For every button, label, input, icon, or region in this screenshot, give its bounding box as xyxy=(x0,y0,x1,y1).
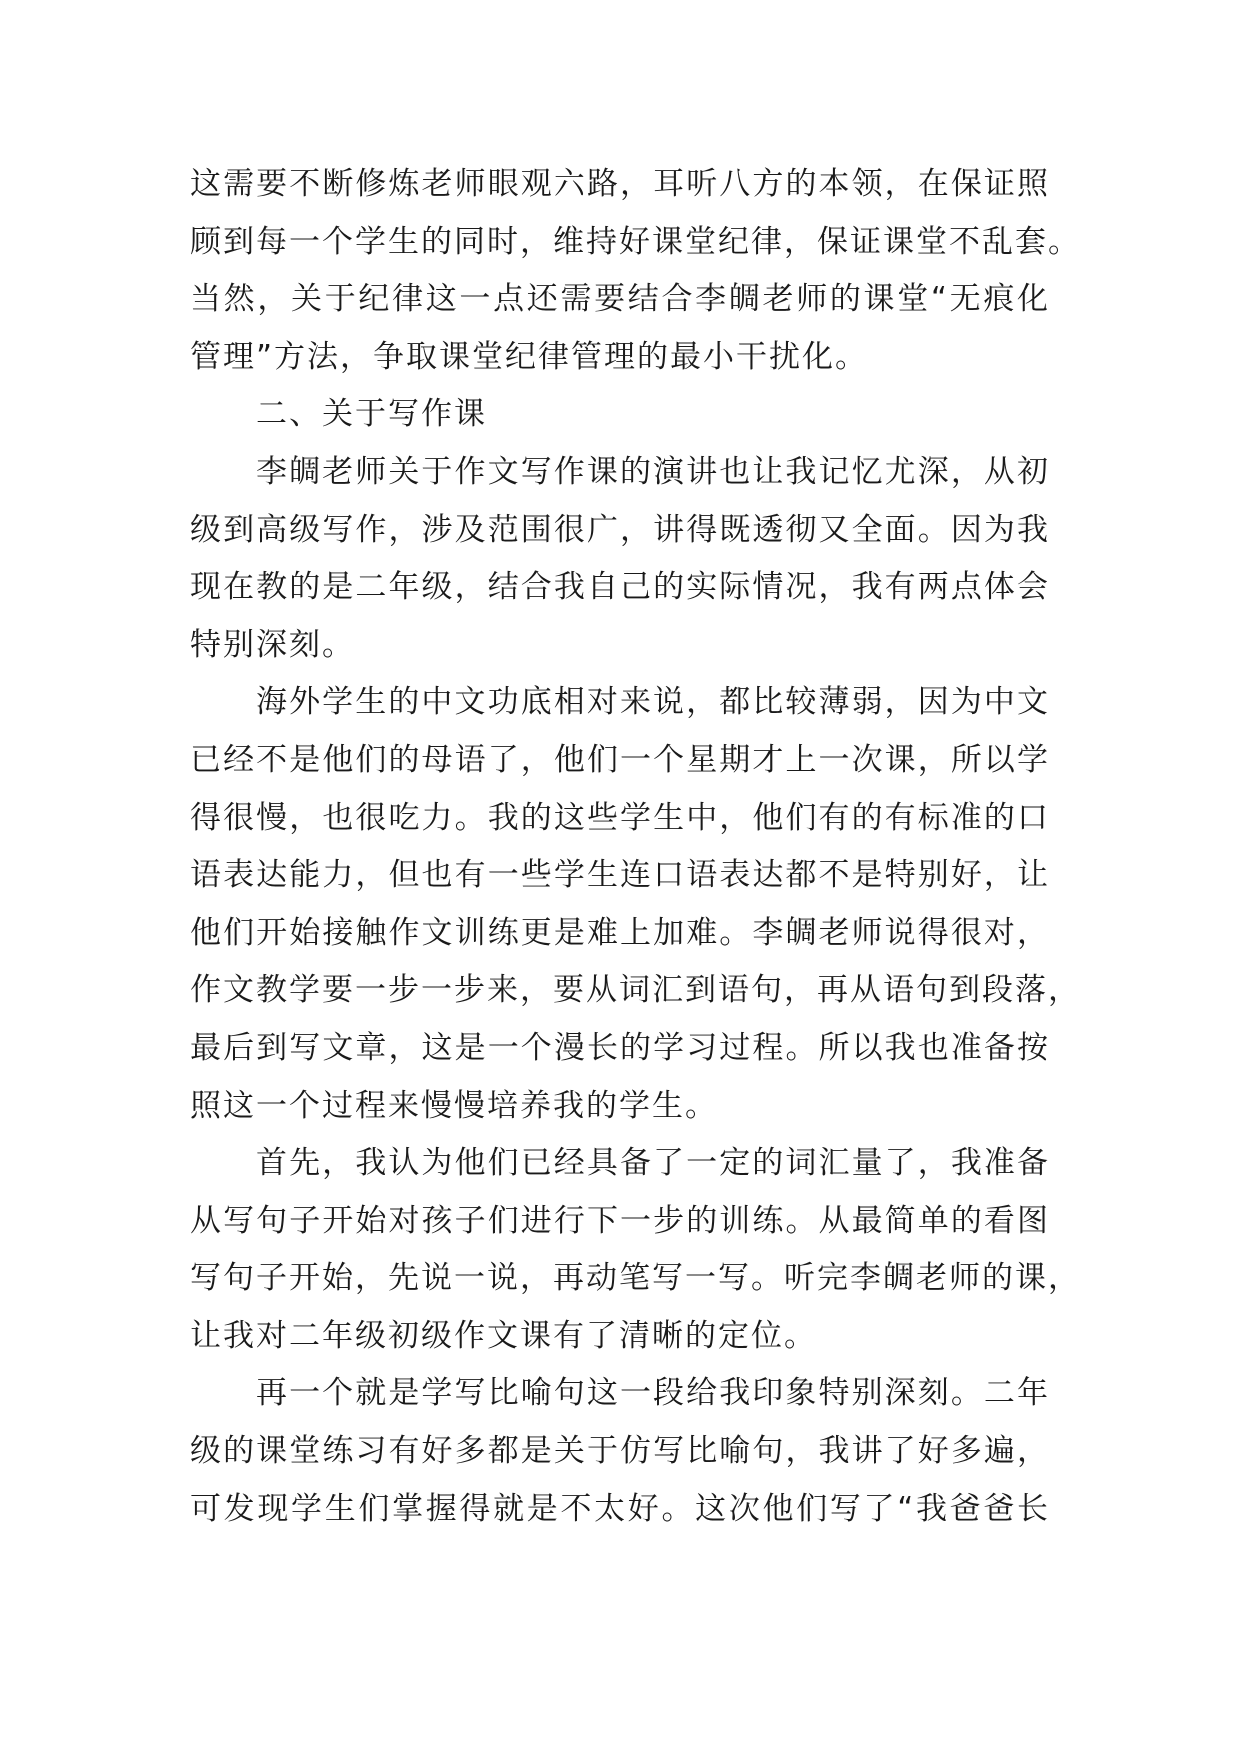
text-line: 顾到每一个学生的同时，维持好课堂纪律，保证课堂不乱套。 xyxy=(190,223,1081,260)
text-line: 最后到写文章，这是一个漫长的学习过程。所以我也准备按 xyxy=(190,1029,1050,1066)
text-line: 从写句子开始对孩子们进行下一步的训练。从最简单的看图 xyxy=(190,1202,1050,1239)
text-line: 级的课堂练习有好多都是关于仿写比喻句，我讲了好多遍， xyxy=(190,1433,1050,1470)
text-line: 照这一个过程来慢慢培养我的学生。 xyxy=(190,1087,718,1124)
section-heading: 二、关于写作课 xyxy=(256,396,487,433)
text-line: 这需要不断修炼老师眼观六路，耳听八方的本领，在保证照 xyxy=(190,166,1050,202)
body-text xyxy=(190,156,1081,1538)
text-line: 李皗老师关于作文写作课的演讲也让我记忆尤深，从初 xyxy=(256,453,1050,490)
text-line: 得很慢，也很吃力。我的这些学生中，他们有的有标准的口 xyxy=(190,799,1050,836)
text-line: 海外学生的中文功底相对来说，都比较薄弱，因为中文 xyxy=(256,684,1050,721)
text-line: 让我对二年级初级作文课有了清晰的定位。 xyxy=(190,1317,817,1354)
text-line: 特别深刻。 xyxy=(190,626,355,663)
text-line: 写句子开始，先说一说，再动笔写一写。听完李皗老师的课， xyxy=(190,1260,1081,1297)
text-line: 语表达能力，但也有一些学生连口语表达都不是特别好，让 xyxy=(190,857,1050,894)
text-line: 他们开始接触作文训练更是难上加难。李皗老师说得很对， xyxy=(190,914,1050,951)
text-line: 首先，我认为他们已经具备了一定的词汇量了，我准备 xyxy=(256,1145,1050,1182)
text-line: 现在教的是二年级，结合我自己的实际情况，我有两点体会 xyxy=(190,569,1050,606)
text-line: 作文教学要一步一步来，要从词汇到语句，再从语句到段落， xyxy=(190,972,1081,1009)
text-line: 级到高级写作，涉及范围很广，讲得既透彻又全面。因为我 xyxy=(190,511,1050,548)
text-line: 当然，关于纪律这一点还需要结合李皗老师的课堂“无痕化 xyxy=(190,281,1050,318)
text-line: 可发现学生们掌握得就是不太好。这次他们写了“我爸爸长 xyxy=(190,1490,1050,1527)
text-line: 管理”方法，争取课堂纪律管理的最小干扰化。 xyxy=(190,338,869,375)
text-line: 已经不是他们的母语了，他们一个星期才上一次课，所以学 xyxy=(190,741,1050,778)
text-line: 再一个就是学写比喻句这一段给我印象特别深刻。二年 xyxy=(256,1375,1050,1412)
